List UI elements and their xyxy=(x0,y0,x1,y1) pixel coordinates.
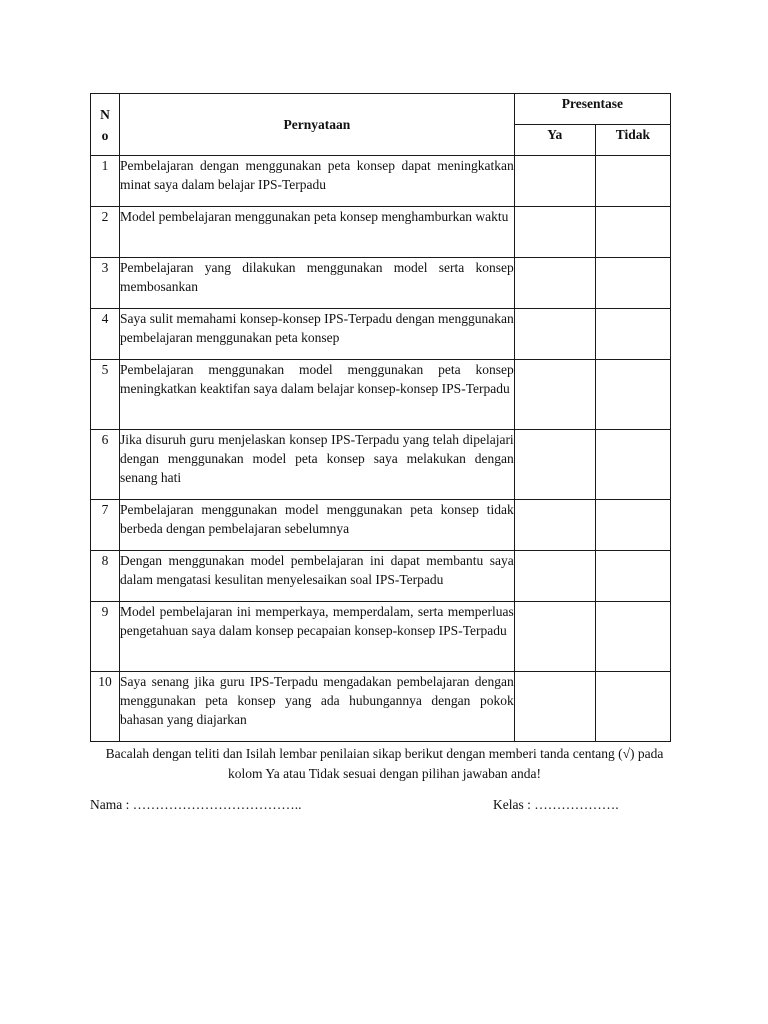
table-row xyxy=(91,258,671,309)
row-number: 2 xyxy=(91,207,120,258)
table-row xyxy=(91,430,671,500)
yes-checkbox-cell[interactable] xyxy=(514,551,595,602)
yes-checkbox-cell[interactable] xyxy=(514,602,595,672)
yes-checkbox-cell[interactable] xyxy=(514,672,595,742)
row-number: 3 xyxy=(91,258,120,309)
row-number: 8 xyxy=(91,551,120,602)
instruction-text: Bacalah dengan teliti dan Isilah lembar penilaian sikap berikut dengan memberi tanda centang (√) pada kolom Ya atau Tidak sesuai dengan pilihan jawaban anda! xyxy=(105,746,664,781)
row-statement: Pembelajaran menggunakan model menggunakan peta konsep tidak berbeda dengan pembelajaran sebelumnya xyxy=(120,500,515,551)
yes-checkbox-cell[interactable] xyxy=(514,156,595,207)
no-checkbox-cell[interactable] xyxy=(595,672,670,742)
header-yes: Ya xyxy=(514,125,595,156)
table-row xyxy=(91,207,671,258)
row-number: 6 xyxy=(91,430,120,500)
table-row xyxy=(91,360,671,430)
no-checkbox-cell[interactable] xyxy=(595,258,670,309)
row-number: 9 xyxy=(91,602,120,672)
no-checkbox-cell[interactable] xyxy=(595,602,670,672)
row-statement: Saya senang jika guru IPS-Terpadu mengadakan pembelajaran dengan menggunakan peta konsep yang ada hubungannya dengan pokok bahasan yang diajarkan xyxy=(120,672,515,742)
header-statement: Pernyataan xyxy=(120,94,515,156)
table-row xyxy=(91,672,671,742)
header-number-line1: N xyxy=(100,106,110,122)
row-number: 10 xyxy=(91,672,120,742)
row-statement: Jika disuruh guru menjelaskan konsep IPS-Terpadu yang telah dipelajari dengan menggunakan model peta konsep saya melakukan dengan senang hati xyxy=(120,430,515,500)
table-row xyxy=(91,309,671,360)
row-number: 4 xyxy=(91,309,120,360)
name-field[interactable]: Nama : ……………………………….. xyxy=(90,797,302,812)
row-statement: Pembelajaran dengan menggunakan peta konsep dapat meningkatkan minat saya dalam belajar IPS-Terpadu xyxy=(120,156,515,207)
yes-checkbox-cell[interactable] xyxy=(514,258,595,309)
yes-checkbox-cell[interactable] xyxy=(514,360,595,430)
header-no: Tidak xyxy=(595,125,670,156)
header-number xyxy=(91,94,120,156)
no-checkbox-cell[interactable] xyxy=(595,156,670,207)
row-number: 7 xyxy=(91,500,120,551)
no-checkbox-cell[interactable] xyxy=(595,551,670,602)
table-row xyxy=(91,602,671,672)
row-number: 5 xyxy=(91,360,120,430)
class-field[interactable]: Kelas : ………………. xyxy=(493,797,619,812)
yes-checkbox-cell[interactable] xyxy=(514,207,595,258)
header-number-line2: o xyxy=(101,127,109,143)
row-statement: Model pembelajaran menggunakan peta konsep menghamburkan waktu xyxy=(120,207,515,258)
no-checkbox-cell[interactable] xyxy=(595,360,670,430)
header-percentage: Presentase xyxy=(514,94,670,125)
row-statement: Model pembelajaran ini memperkaya, memperdalam, serta memperluas pengetahuan saya dalam konsep pecapaian konsep-konsep IPS-Terpadu xyxy=(120,602,515,672)
row-statement: Dengan menggunakan model pembelajaran ini dapat membantu saya dalam mengatasi kesulitan menyelesaikan soal IPS-Terpadu xyxy=(120,551,515,602)
attitude-assessment-table xyxy=(90,93,671,742)
no-checkbox-cell[interactable] xyxy=(595,430,670,500)
no-checkbox-cell[interactable] xyxy=(595,309,670,360)
yes-checkbox-cell[interactable] xyxy=(514,309,595,360)
table-row xyxy=(91,156,671,207)
row-number: 1 xyxy=(91,156,120,207)
no-checkbox-cell[interactable] xyxy=(595,207,670,258)
table-row xyxy=(91,500,671,551)
no-checkbox-cell[interactable] xyxy=(595,500,670,551)
yes-checkbox-cell[interactable] xyxy=(514,500,595,551)
row-statement: Pembelajaran yang dilakukan menggunakan model serta konsep membosankan xyxy=(120,258,515,309)
row-statement: Pembelajaran menggunakan model menggunakan peta konsep meningkatkan keaktifan saya dalam belajar konsep-konsep IPS-Terpadu xyxy=(120,360,515,430)
yes-checkbox-cell[interactable] xyxy=(514,430,595,500)
table-row xyxy=(91,551,671,602)
row-statement: Saya sulit memahami konsep-konsep IPS-Terpadu dengan menggunakan pembelajaran menggunakan peta konsep xyxy=(120,309,515,360)
